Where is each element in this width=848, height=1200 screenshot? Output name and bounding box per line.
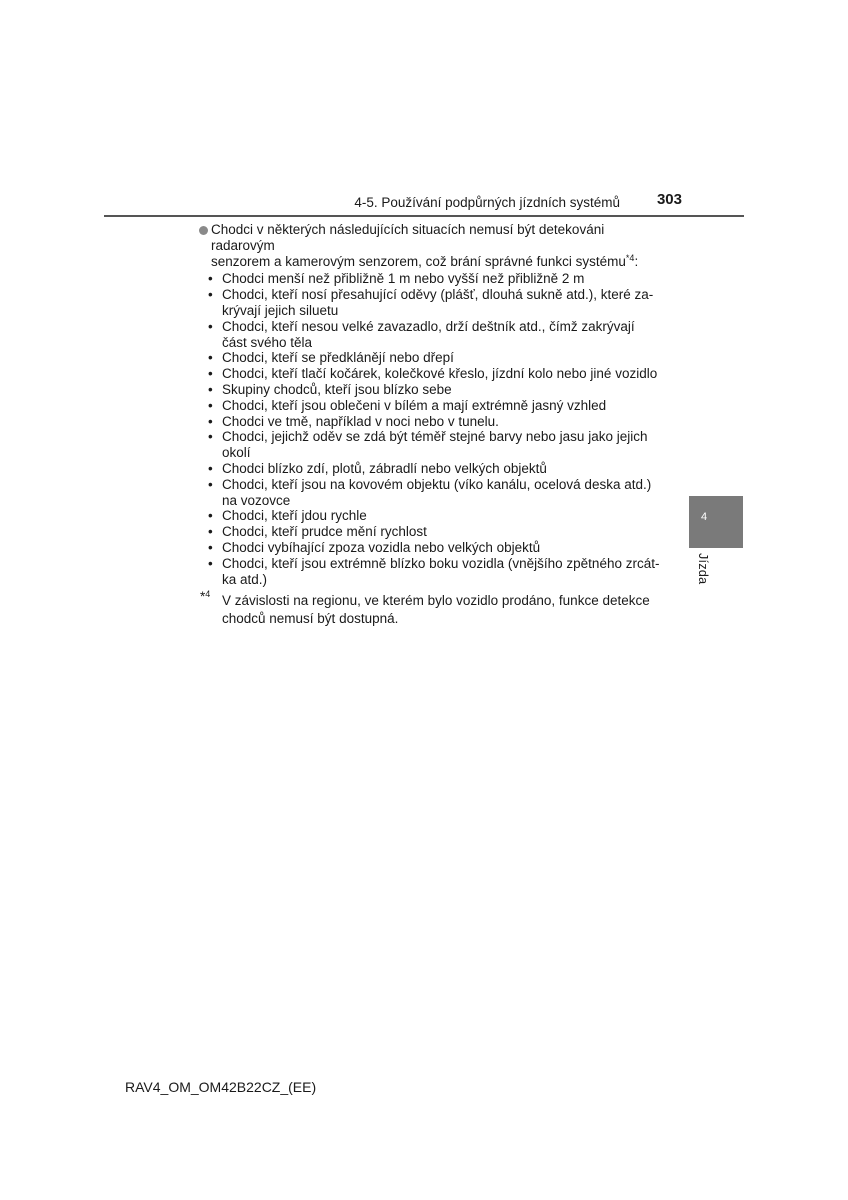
- list-item: [199, 477, 661, 509]
- bullet-circle-icon: [199, 226, 208, 235]
- list-item-text: Chodci vybíhající zpoza vozidla nebo velkých objektů: [222, 539, 541, 555]
- list-item-text: Chodci, kteří se předklánějí nebo dřepí: [222, 350, 454, 366]
- bullet-icon: •: [208, 287, 213, 303]
- bullet-icon: •: [208, 381, 213, 397]
- footnote-text: V závislosti na regionu, ve kterém bylo vozidlo prodáno, funkce detekce chodců nemusí být dostupná.: [222, 593, 650, 627]
- bullet-icon: •: [208, 555, 213, 571]
- section-title: 4-5. Používání podpůrných jízdních systémů: [354, 195, 620, 210]
- footnote-reference: *4: [625, 252, 635, 263]
- list-item: [199, 398, 661, 414]
- page-number: 303: [656, 191, 682, 208]
- list-item-text: Chodci, kteří jsou na kovovém objektu (víko kanálu, ocelová deska atd.) na vozovce: [222, 476, 652, 508]
- list-item-text: Chodci, kteří nesou velké zavazadlo, drží deštník atd., čímž zakrývají část svého těla: [222, 318, 635, 350]
- bullet-icon: •: [208, 429, 213, 445]
- list-item: [199, 382, 661, 398]
- bullet-icon: •: [208, 460, 213, 476]
- bullet-icon: •: [208, 350, 213, 366]
- list-item-text: Chodci, kteří jdou rychle: [222, 508, 367, 524]
- situation-list: [199, 271, 661, 587]
- intro-suffix: :: [634, 253, 639, 269]
- list-item: [199, 414, 661, 430]
- bullet-icon: •: [208, 476, 213, 492]
- list-item: [199, 508, 661, 524]
- header-divider: [104, 215, 744, 217]
- intro-line-2-text: senzorem a kamerovým senzorem, což brání správné funkci systému: [211, 253, 626, 269]
- chapter-label: Jízda: [696, 553, 710, 585]
- list-item-text: Chodci, kteří jsou oblečeni v bílém a mají extrémně jasný vzhled: [222, 397, 607, 413]
- bullet-icon: •: [208, 413, 213, 429]
- footnote: [199, 589, 661, 628]
- list-item: [199, 287, 661, 319]
- list-item: [199, 524, 661, 540]
- bullet-icon: •: [208, 366, 213, 382]
- footnote-number: 4: [205, 589, 211, 600]
- list-item: [199, 319, 661, 351]
- bullet-icon: •: [208, 539, 213, 555]
- list-item-text: Chodci ve tmě, například v noci nebo v tunelu.: [222, 413, 499, 429]
- intro-line-1: Chodci v některých následujících situacích nemusí být detekováni radarovým: [211, 222, 605, 253]
- footnote-mark: [200, 588, 210, 606]
- bullet-icon: •: [208, 508, 213, 524]
- list-item-text: Chodci, kteří prudce mění rychlost: [222, 524, 427, 540]
- document-code: RAV4_OM_OM42B22CZ_(EE): [125, 1079, 317, 1095]
- list-item-text: Chodci, kteří nosí přesahující oděvy (plášť, dlouhá sukně atd.), které za-krývají jejich siluetu: [222, 287, 654, 318]
- bullet-icon: •: [208, 318, 213, 334]
- bullet-icon: •: [208, 397, 213, 413]
- chapter-number: 4: [701, 511, 708, 523]
- main-content: [199, 222, 661, 628]
- list-item: [199, 271, 661, 287]
- intro-line-2: [211, 254, 661, 270]
- list-item: [199, 429, 661, 461]
- list-item-text: Chodci menší než přibližně 1 m nebo vyšší než přibližně 2 m: [222, 271, 585, 287]
- list-item: [199, 350, 661, 366]
- list-item: [199, 540, 661, 556]
- list-item-text: Chodci, kteří jsou extrémně blízko boku vozidla (vnějšího zpětného zrcát-ka atd.): [222, 555, 660, 587]
- list-item: [199, 366, 661, 382]
- chapter-tab: [689, 496, 743, 548]
- intro-paragraph: [199, 222, 661, 269]
- list-item: [199, 556, 661, 588]
- bullet-icon: •: [208, 524, 213, 540]
- list-item-text: Chodci, jejichž oděv se zdá být téměř stejné barvy nebo jasu jako jejich okolí: [222, 429, 648, 461]
- list-item: [199, 461, 661, 477]
- bullet-icon: •: [208, 271, 213, 287]
- list-item-text: Skupiny chodců, kteří jsou blízko sebe: [222, 381, 452, 397]
- page-header: [104, 190, 744, 218]
- list-item-text: Chodci, kteří tlačí kočárek, kolečkové křeslo, jízdní kolo nebo jiné vozidlo: [222, 366, 658, 382]
- list-item-text: Chodci blízko zdí, plotů, zábradlí nebo velkých objektů: [222, 460, 547, 476]
- footnote-asterisk: *: [200, 589, 206, 605]
